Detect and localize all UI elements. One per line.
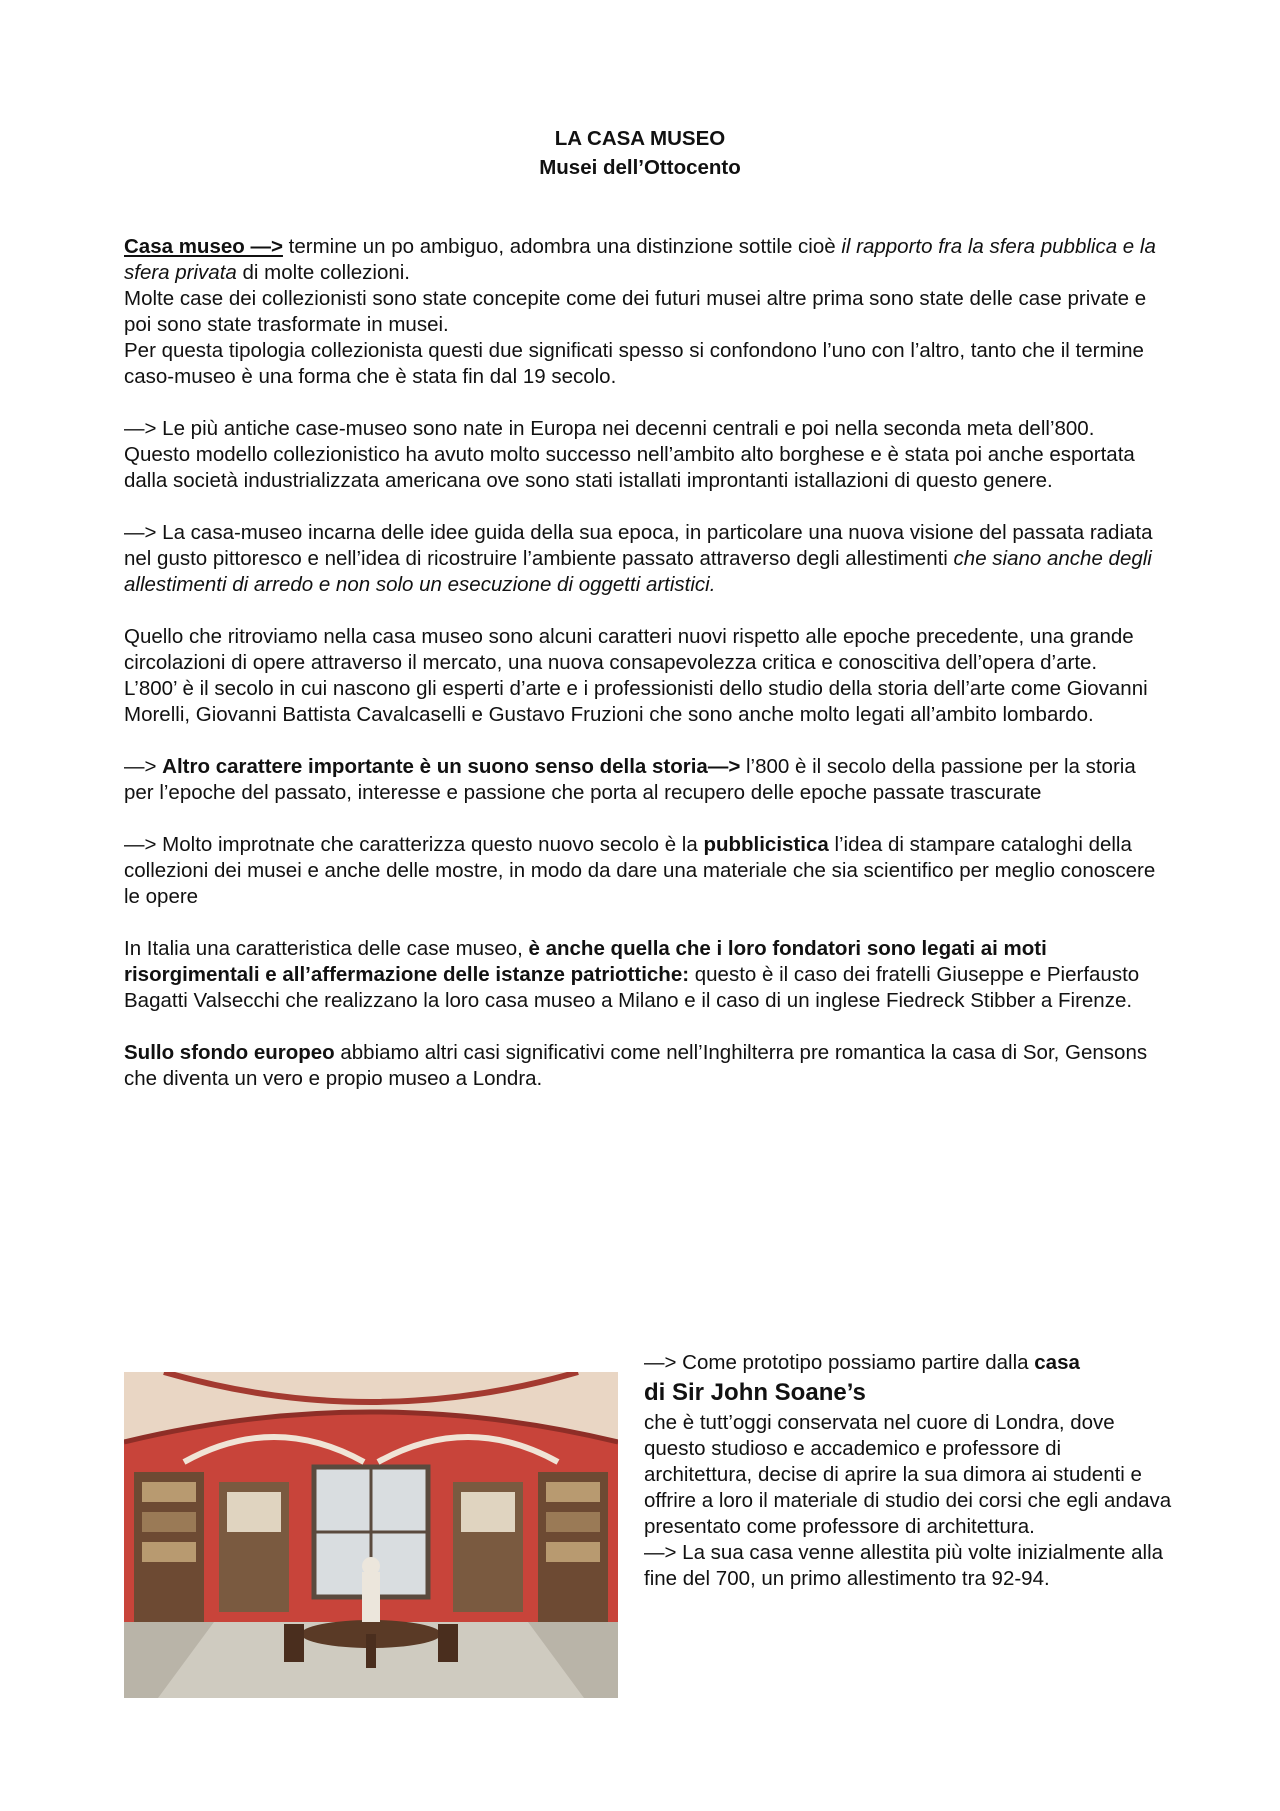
paragraph-2: —> Le più antiche case-museo sono nate in Europa nei decenni centrali e poi nella seconda meta dell’800. [124, 417, 1095, 440]
term-casa-museo: Casa museo —> [124, 235, 283, 258]
side-text: —> Come prototipo possiamo partire dalla casa di Sir John Soane’s che è tutt’oggi conservata nel cuore di Londra, dove questo studioso e accademico e professore di architettura, decise di aprire la sua dimora ai studenti e offrire a loro il materiale di studio dei corsi che egli andava presentato come professore di architettura. —> La sua casa venne allestita più volte inizialmente alla fine del 700, un primo allestimento tra 92-94. [644, 1350, 1174, 1592]
body-text [124, 234, 1164, 1118]
paragraph-5: —> Altro carattere importante è un suono senso della storia—> l’800 è il secolo della passione per la storia per l’epoche del passato, interesse e passione che porta al recupero delle epoche passate trascurate [124, 755, 1136, 804]
paragraph-2b: Questo modello collezionistico ha avuto molto successo nell’ambito alto borghese e è stata poi anche esportata dalla società industrializzata americana ove sono stati istallati improntanti istallazioni di questo genere. [124, 443, 1135, 492]
paragraph-4: Quello che ritroviamo nella casa museo sono alcuni caratteri nuovi rispetto alle epoche precedente, una grande circolazioni di opere attraverso il mercato, una nuova consapevolezza critica e conoscitiva dell’opera d’arte. [124, 625, 1134, 674]
paragraph-8: Sullo sfondo europeo abbiamo altri casi significativi come nell’Inghilterra pre romantica la casa di Sor, Gensons che diventa un vero e propio museo a Londra. [124, 1041, 1148, 1090]
paragraph-6: —> Molto improtnate che caratterizza questo nuovo secolo è la pubblicistica l’idea di stampare cataloghi della collezioni dei musei e anche delle mostre, in modo da dare una materiale che sia scientifico per meglio conoscere le opere [124, 833, 1156, 908]
paragraph-4b: L’800’ è il secolo in cui nascono gli esperti d’arte e i professionisti dello studio della storia dell’arte come Giovanni Morelli, Giovanni Battista Cavalcaselli e Gustavo Fruzioni che sono anche molto legati all’ambito lombardo. [124, 677, 1148, 726]
soane-museum-photo [124, 1372, 618, 1698]
interior-illustration [124, 1372, 618, 1698]
paragraph-1: Casa museo —> termine un po ambiguo, adombra una distinzione sottile cioè il rapporto fra la sfera pubblica e la sfera privata di molte collezioni. [124, 235, 1156, 284]
soane-heading: di Sir John Soane’s [644, 1379, 866, 1406]
paragraph-1c: Per questa tipologia collezionista questi due significati spesso si confondono l’uno con l’altro, tanto che il termine caso-museo è una forma che è stata fin dal 19 secolo. [124, 339, 1144, 388]
page-subtitle: Musei dell’Ottocento [539, 156, 741, 179]
paragraph-7: In Italia una caratteristica delle case museo, è anche quella che i loro fondatori sono legati ai moti risorgimentali e all’affermazione delle istanze patriottiche: questo è il caso dei fratelli Giuseppe e Pierfausto Bagatti Valsecchi che realizzano la loro casa museo a Milano e il caso di un inglese Fiedreck Stibber a Firenze. [124, 937, 1140, 1012]
page-title: LA CASA MUSEO [554, 127, 726, 150]
paragraph-3: —> La casa-museo incarna delle idee guida della sua epoca, in particolare una nuova visione del passata radiata nel gusto pittoresco e nell’idea di ricostruire l’ambiente passato attraverso degli allestimenti che siano anche degli allestimenti di arredo e non solo un esecuzione di oggetti artistici. [124, 521, 1153, 596]
paragraph-1b: Molte case dei collezionisti sono state concepite come dei futuri musei altre prima sono state delle case private e poi sono state trasformate in musei. [124, 287, 1147, 336]
title-block [0, 124, 1280, 182]
side-paragraph-1: che è tutt’oggi conservata nel cuore di Londra, dove questo studioso e accademico e professore di architettura, decise di aprire la sua dimora ai studenti e offrire a loro il materiale di studio dei corsi che egli andava presentato come professore di architettura. [644, 1411, 1172, 1538]
side-paragraph-2: —> La sua casa venne allestita più volte inizialmente alla fine del 700, un primo allestimento tra 92-94. [644, 1541, 1164, 1590]
